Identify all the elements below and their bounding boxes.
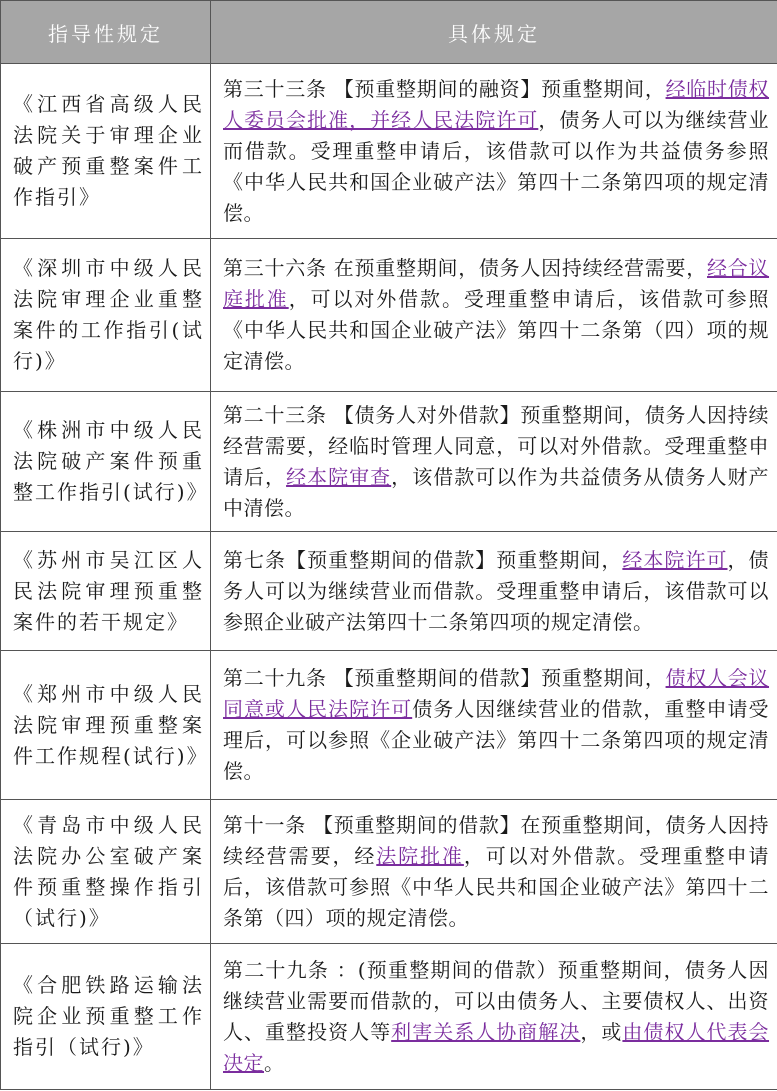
highlighted-approval-text: 经本院许可 (622, 547, 728, 572)
source-document: 《江西省高级人民法院关于审理企业破产预重整案件工作指引》 (1, 64, 211, 239)
header-specific-rules: 具体规定 (211, 1, 777, 64)
table-row (1, 64, 777, 239)
rule-text-part: 第二十九条 ：(预重整期间的借款）预重整期间，债务人因继续营业需要而借款的，可以由债务人、主要债权人、出资人、重整投资人等 (223, 957, 769, 1044)
rule-text-part: 。 (264, 1050, 285, 1075)
rule-text (211, 944, 777, 1090)
table-row (1, 944, 777, 1090)
rule-text-part: 第二十九条 【预重整期间的借款】预重整期间， (223, 666, 666, 690)
source-document: 《青岛市中级人民法院办公室破产案件预重整操作指引（试行)》 (1, 800, 211, 944)
rule-text-part: ，债务人可以为继续营业而借款。受理重整申请后，该借款可以参照企业破产法第四十二条第四项的规定清偿。 (223, 547, 770, 634)
rule-text (211, 239, 777, 392)
highlighted-approval-text: 由债权人代表会决定 (223, 1019, 770, 1075)
rule-text (211, 392, 777, 532)
rule-text-part: 第十一条 【预重整期间的借款】在预重整期间，债务人因持续经营需要，经 (223, 812, 769, 868)
header-guidance-rules: 指导性规定 (1, 1, 211, 64)
rule-text (211, 651, 777, 800)
rule-text-part: 第二十三条 【债务人对外借款】预重整期间，债务人因持续经营需要，经临时管理人同意，可以对外借款。受理重整申请后， (223, 402, 769, 489)
highlighted-approval-text: 利害关系人协商解决 (391, 1019, 581, 1044)
rule-text-part: 第七条【预重整期间的借款】预重整期间， (223, 547, 623, 572)
rule-text-part: ，可以对外借款。受理重整申请后，该借款可参照《中华人民共和国企业破产法》第四十二条第（四）项的规定清偿。 (223, 287, 769, 373)
rule-text-part: 债务人因继续营业的借款，重整申请受理后，可以参照《企业破产法》第四十二条第四项的规定清偿。 (223, 697, 770, 783)
source-document: 《深圳市中级人民法院审理企业重整案件的工作指引(试行)》 (1, 239, 211, 392)
highlighted-approval-text: 法院批准 (376, 843, 464, 868)
highlighted-approval-text: 经本院审查 (286, 464, 392, 489)
rule-text-part: ，债务人可以为继续营业而借款。受理重整申请后，该借款可以作为共益债务参照《中华人民共和国企业破产法》第四十二条第四项的规定清偿。 (223, 107, 770, 225)
rule-text-part: ，或 (580, 1019, 623, 1044)
rule-text-part: 第三十六条 在预重整期间，债务人因持续经营需要， (223, 256, 708, 280)
rule-text (211, 64, 777, 239)
highlighted-approval-text: 经合议庭批准 (223, 256, 770, 311)
table-header-row (1, 1, 777, 64)
highlighted-approval-text: 债权人会议同意或人民法院许可 (223, 666, 770, 721)
source-document: 《合肥铁路运输法院企业预重整工作指引（试行)》 (1, 944, 211, 1090)
source-document: 《郑州市中级人民法院审理预重整案件工作规程(试行)》 (1, 651, 211, 800)
source-document: 《苏州市吴江区人民法院审理预重整案件的若干规定》 (1, 532, 211, 651)
table-row (1, 392, 777, 532)
table-row (1, 800, 777, 944)
table-row (1, 651, 777, 800)
rule-text (211, 532, 777, 651)
table-row (1, 532, 777, 651)
rule-text-part: ，该借款可以作为共益债务从债务人财产中清偿。 (223, 464, 770, 520)
rule-text-part: ，可以对外借款。受理重整申请后，该借款可参照《中华人民共和国企业破产法》第四十二条第（四）项的规定清偿。 (223, 843, 770, 930)
table-row (1, 239, 777, 392)
source-document: 《株洲市中级人民法院破产案件预重整工作指引(试行)》 (1, 392, 211, 532)
rule-text (211, 800, 777, 944)
rule-text-part: 第三十三条 【预重整期间的融资】预重整期间， (223, 76, 666, 101)
highlighted-approval-text: 经临时债权人委员会批准，并经人民法院许可 (223, 76, 770, 132)
